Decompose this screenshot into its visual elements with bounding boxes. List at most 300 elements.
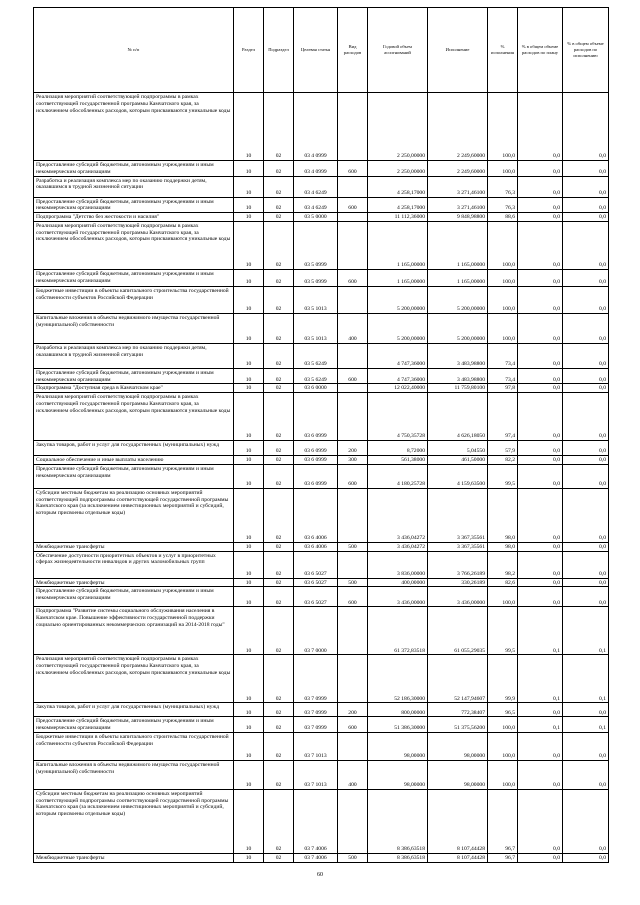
row-target-article: 03 6 5027 — [294, 551, 338, 578]
row-target-article: 03 5 6249 — [294, 368, 338, 384]
table-row — [34, 732, 609, 760]
row-execution-percent: 82,6 — [488, 578, 518, 587]
row-execution: 4 626,18050 — [428, 393, 488, 441]
row-razdel: 10 — [234, 717, 264, 733]
row-razdel: 10 — [234, 607, 264, 655]
row-expense-type: 500 — [338, 542, 368, 551]
row-annual-volume: 11 112,36000 — [368, 213, 428, 222]
row-percent-plan: 0,0 — [518, 760, 563, 789]
table-row — [34, 343, 609, 368]
row-target-article: 03 5 0999 — [294, 221, 338, 269]
row-percent-execution: 0,0 — [563, 269, 609, 286]
row-annual-volume: 51 386,30000 — [368, 717, 428, 733]
table-row — [34, 488, 609, 542]
row-podrazdel: 02 — [264, 542, 294, 551]
table-row — [34, 464, 609, 488]
row-target-article: 03 5 0000 — [294, 213, 338, 222]
table-row — [34, 286, 609, 313]
row-percent-plan: 0,0 — [518, 313, 563, 343]
row-percent-execution: 0,0 — [563, 368, 609, 384]
row-podrazdel: 02 — [264, 384, 294, 393]
row-target-article: 03 6 5027 — [294, 587, 338, 607]
table-row — [34, 176, 609, 197]
row-annual-volume: 98,00000 — [368, 760, 428, 789]
row-execution-percent: 100,0 — [488, 161, 518, 177]
row-target-article: 03 6 4006 — [294, 542, 338, 551]
row-target-article: 03 4 0999 — [294, 161, 338, 177]
row-razdel: 10 — [234, 578, 264, 587]
header-execution-percent: % исполнения — [488, 8, 518, 93]
table-body — [34, 93, 609, 863]
row-percent-plan: 0,0 — [518, 441, 563, 456]
row-execution-percent: 82,2 — [488, 456, 518, 465]
row-expense-type: 600 — [338, 197, 368, 213]
row-razdel: 10 — [234, 703, 264, 717]
row-annual-volume: 2 250,00000 — [368, 161, 428, 177]
row-percent-execution: 0,0 — [563, 732, 609, 760]
row-annual-volume: 1 165,00000 — [368, 221, 428, 269]
row-name: Реализация мероприятий соответствующей подпрограммы в рамках соответствующей государственной программы Камчатского края, за исключением обособленных расходов, которым присваиваются уникальные коды — [34, 221, 234, 269]
row-execution: 52 147,94607 — [428, 655, 488, 703]
row-razdel: 10 — [234, 853, 264, 862]
row-execution: 3 271,46100 — [428, 176, 488, 197]
row-execution: 1 165,00000 — [428, 269, 488, 286]
row-percent-plan: 0,0 — [518, 551, 563, 578]
table-row — [34, 93, 609, 161]
row-expense-type: 400 — [338, 313, 368, 343]
table-row — [34, 717, 609, 733]
row-expense-type — [338, 655, 368, 703]
row-percent-plan: 0,0 — [518, 732, 563, 760]
row-expense-type: 600 — [338, 269, 368, 286]
row-target-article: 03 7 4006 — [294, 789, 338, 853]
row-annual-volume: 3 836,00000 — [368, 551, 428, 578]
row-percent-execution: 0,0 — [563, 393, 609, 441]
row-name: Реализация мероприятий соответствующей подпрограммы в рамках соответствующей государственной программы Камчатского края, за исключением обособленных расходов, которым присваиваются уникальные коды — [34, 93, 234, 161]
row-name: Закупка товаров, работ и услуг для государственных (муниципальных) нужд — [34, 703, 234, 717]
row-execution: 98,00000 — [428, 732, 488, 760]
row-execution: 4 159,63500 — [428, 464, 488, 488]
row-name: Подпрограмма "Доступная среда в Камчатском крае" — [34, 384, 234, 393]
row-expense-type: 300 — [338, 456, 368, 465]
row-execution: 5,04550 — [428, 441, 488, 456]
table-header-row — [34, 8, 609, 93]
row-target-article: 03 7 0999 — [294, 703, 338, 717]
row-execution-percent: 99,5 — [488, 607, 518, 655]
row-podrazdel: 02 — [264, 587, 294, 607]
row-percent-execution: 0,0 — [563, 176, 609, 197]
row-name: Предоставление субсидий бюджетным, автономным учреждениям и иным некоммерческим организациям — [34, 587, 234, 607]
row-annual-volume: 5 200,00000 — [368, 286, 428, 313]
row-execution-percent: 98,2 — [488, 551, 518, 578]
row-percent-plan: 0,0 — [518, 161, 563, 177]
row-podrazdel: 02 — [264, 393, 294, 441]
row-percent-plan: 0,0 — [518, 464, 563, 488]
row-razdel: 10 — [234, 488, 264, 542]
table-row — [34, 607, 609, 655]
header-podrazdel: Подраздел — [264, 8, 294, 93]
row-execution-percent: 100,0 — [488, 313, 518, 343]
header-execution: Исполнение — [428, 8, 488, 93]
budget-table — [33, 7, 609, 863]
row-expense-type: 500 — [338, 853, 368, 862]
row-execution: 461,50000 — [428, 456, 488, 465]
row-percent-plan: 0,0 — [518, 542, 563, 551]
row-podrazdel: 02 — [264, 732, 294, 760]
row-execution-percent: 100,0 — [488, 286, 518, 313]
row-expense-type — [338, 488, 368, 542]
row-name: Предоставление субсидий бюджетным, автономным учреждениям и иным некоммерческим организациям — [34, 717, 234, 733]
row-name: Подпрограмма "Детство без жестокости и насилия" — [34, 213, 234, 222]
row-razdel: 10 — [234, 384, 264, 393]
row-annual-volume: 4 747,36000 — [368, 343, 428, 368]
row-target-article: 03 6 0999 — [294, 441, 338, 456]
row-expense-type — [338, 384, 368, 393]
row-target-article: 03 6 0999 — [294, 393, 338, 441]
row-expense-type — [338, 343, 368, 368]
table-row — [34, 269, 609, 286]
row-name: Капитальные вложения в объекты недвижимого имущества государственной (муниципальной) собственности — [34, 313, 234, 343]
row-name: Предоставление субсидий бюджетным, автономным учреждениям и иным некоммерческим организациям — [34, 464, 234, 488]
row-podrazdel: 02 — [264, 717, 294, 733]
row-execution-percent: 100,0 — [488, 717, 518, 733]
row-razdel: 10 — [234, 197, 264, 213]
row-razdel: 10 — [234, 441, 264, 456]
row-podrazdel: 02 — [264, 286, 294, 313]
header-name: № п/п — [34, 8, 234, 93]
row-execution: 3 436,00000 — [428, 587, 488, 607]
row-execution-percent: 96,5 — [488, 703, 518, 717]
row-podrazdel: 02 — [264, 161, 294, 177]
row-percent-plan: 0,0 — [518, 176, 563, 197]
row-annual-volume: 3 436,00000 — [368, 587, 428, 607]
row-annual-volume: 8,72000 — [368, 441, 428, 456]
row-execution: 3 483,98800 — [428, 368, 488, 384]
row-annual-volume: 3 436,04272 — [368, 488, 428, 542]
row-target-article: 03 5 1013 — [294, 313, 338, 343]
row-name: Межбюджетные трансферты — [34, 542, 234, 551]
table-row — [34, 313, 609, 343]
row-percent-execution: 0,0 — [563, 578, 609, 587]
row-expense-type: 400 — [338, 760, 368, 789]
row-target-article: 03 7 1013 — [294, 760, 338, 789]
row-execution-percent: 97,4 — [488, 393, 518, 441]
row-target-article: 03 7 0999 — [294, 655, 338, 703]
row-expense-type — [338, 607, 368, 655]
row-percent-plan: 0,0 — [518, 456, 563, 465]
row-execution-percent: 99,9 — [488, 655, 518, 703]
row-podrazdel: 02 — [264, 176, 294, 197]
row-execution: 3 483,98800 — [428, 343, 488, 368]
row-expense-type: 500 — [338, 578, 368, 587]
row-podrazdel: 02 — [264, 441, 294, 456]
row-name: Субсидии местным бюджетам на реализацию основных мероприятий соответствующей подпрограммы соответствующей государственной программы Камчатского края (за исключением инвестиционных мероприятий и субсидий, которым присвоены отдельные коды) — [34, 789, 234, 853]
row-execution: 3 766,26189 — [428, 551, 488, 578]
row-target-article: 03 4 0999 — [294, 93, 338, 161]
row-target-article: 03 7 0000 — [294, 607, 338, 655]
row-execution: 8 107,44428 — [428, 789, 488, 853]
row-podrazdel: 02 — [264, 197, 294, 213]
row-percent-execution: 0,0 — [563, 93, 609, 161]
row-name: Реализация мероприятий соответствующей подпрограммы в рамках соответствующей государственной программы Камчатского края, за исключением обособленных расходов, которым присваиваются уникальные коды — [34, 655, 234, 703]
row-razdel: 10 — [234, 313, 264, 343]
row-percent-plan: 0,0 — [518, 488, 563, 542]
row-execution-percent: 96,7 — [488, 789, 518, 853]
row-expense-type: 600 — [338, 368, 368, 384]
row-percent-execution: 0,0 — [563, 161, 609, 177]
row-podrazdel: 02 — [264, 343, 294, 368]
row-expense-type: 600 — [338, 717, 368, 733]
row-percent-execution: 0,1 — [563, 607, 609, 655]
table-row — [34, 655, 609, 703]
row-percent-execution: 0,0 — [563, 542, 609, 551]
row-percent-execution: 0,0 — [563, 488, 609, 542]
row-execution-percent: 100,0 — [488, 732, 518, 760]
row-execution: 98,00000 — [428, 760, 488, 789]
row-expense-type — [338, 393, 368, 441]
row-razdel: 10 — [234, 732, 264, 760]
row-expense-type: 600 — [338, 161, 368, 177]
row-name: Межбюджетные трансферты — [34, 853, 234, 862]
header-razdel: Раздел — [234, 8, 264, 93]
row-execution: 1 165,00000 — [428, 221, 488, 269]
row-razdel: 10 — [234, 587, 264, 607]
row-name: Бюджетные инвестиции в объекты капитального строительства государственной собственности субъектов Российской Федерации — [34, 732, 234, 760]
row-percent-plan: 0,0 — [518, 384, 563, 393]
row-percent-plan: 0,0 — [518, 197, 563, 213]
row-expense-type — [338, 213, 368, 222]
row-execution-percent: 88,6 — [488, 213, 518, 222]
row-razdel: 10 — [234, 176, 264, 197]
table-row — [34, 578, 609, 587]
row-name: Социальное обеспечение и иные выплаты населению — [34, 456, 234, 465]
row-name: Предоставление субсидий бюджетным, автономным учреждениям и иным некоммерческим организациям — [34, 368, 234, 384]
row-execution: 61 055,29035 — [428, 607, 488, 655]
row-annual-volume: 98,00000 — [368, 732, 428, 760]
row-execution-percent: 73,4 — [488, 343, 518, 368]
row-execution: 8 107,44428 — [428, 853, 488, 862]
row-percent-execution: 0,0 — [563, 313, 609, 343]
row-razdel: 10 — [234, 213, 264, 222]
row-expense-type — [338, 732, 368, 760]
row-execution-percent: 99,5 — [488, 464, 518, 488]
row-podrazdel: 02 — [264, 760, 294, 789]
row-percent-execution: 0,0 — [563, 456, 609, 465]
row-razdel: 10 — [234, 542, 264, 551]
row-name: Бюджетные инвестиции в объекты капитального строительства государственной собственности субъектов Российской Федерации — [34, 286, 234, 313]
row-razdel: 10 — [234, 343, 264, 368]
row-percent-plan: 0,0 — [518, 789, 563, 853]
row-execution: 3 271,46100 — [428, 197, 488, 213]
row-execution-percent: 97,8 — [488, 384, 518, 393]
row-execution-percent: 76,3 — [488, 176, 518, 197]
header-annual-volume: Годовой объем ассигнований — [368, 8, 428, 93]
row-percent-plan: 0,0 — [518, 853, 563, 862]
row-name: Капитальные вложения в объекты недвижимого имущества государственной (муниципальной) собственности — [34, 760, 234, 789]
row-razdel: 10 — [234, 221, 264, 269]
row-percent-execution: 0,0 — [563, 464, 609, 488]
table-row — [34, 587, 609, 607]
row-expense-type — [338, 789, 368, 853]
table-row — [34, 789, 609, 853]
table-row — [34, 853, 609, 862]
table-row — [34, 760, 609, 789]
row-percent-plan: 0,0 — [518, 578, 563, 587]
row-target-article: 03 5 1013 — [294, 286, 338, 313]
row-execution-percent: 73,4 — [488, 368, 518, 384]
row-razdel: 10 — [234, 161, 264, 177]
table-row — [34, 393, 609, 441]
row-percent-execution: 0,0 — [563, 213, 609, 222]
row-podrazdel: 02 — [264, 703, 294, 717]
row-target-article: 03 4 6249 — [294, 197, 338, 213]
row-podrazdel: 02 — [264, 655, 294, 703]
row-execution: 3 367,35561 — [428, 488, 488, 542]
row-execution-percent: 96,7 — [488, 853, 518, 862]
row-podrazdel: 02 — [264, 456, 294, 465]
page-number: 60 — [317, 872, 323, 878]
row-target-article: 03 4 6249 — [294, 176, 338, 197]
row-podrazdel: 02 — [264, 789, 294, 853]
row-execution-percent: 98,0 — [488, 542, 518, 551]
row-percent-execution: 0,0 — [563, 703, 609, 717]
row-razdel: 10 — [234, 393, 264, 441]
row-execution: 9 848,98800 — [428, 213, 488, 222]
row-percent-plan: 0,0 — [518, 213, 563, 222]
row-annual-volume: 5 200,00000 — [368, 313, 428, 343]
row-target-article: 03 6 5027 — [294, 578, 338, 587]
row-podrazdel: 02 — [264, 578, 294, 587]
table-row — [34, 221, 609, 269]
header-target-article: Целевая статья — [294, 8, 338, 93]
row-execution: 330,26189 — [428, 578, 488, 587]
row-annual-volume: 4 180,25728 — [368, 464, 428, 488]
row-target-article: 03 6 4006 — [294, 488, 338, 542]
row-podrazdel: 02 — [264, 488, 294, 542]
row-target-article: 03 6 0000 — [294, 384, 338, 393]
header-expense-type: Вид расходов — [338, 8, 368, 93]
row-name: Предоставление субсидий бюджетным, автономным учреждениям и иным некоммерческим организациям — [34, 161, 234, 177]
row-razdel: 10 — [234, 286, 264, 313]
row-percent-execution: 0,0 — [563, 587, 609, 607]
row-execution-percent: 57,9 — [488, 441, 518, 456]
row-execution-percent: 100,0 — [488, 221, 518, 269]
row-target-article: 03 7 0999 — [294, 717, 338, 733]
row-expense-type — [338, 93, 368, 161]
row-name: Предоставление субсидий бюджетным, автономным учреждениям и иным некоммерческим организациям — [34, 269, 234, 286]
row-execution-percent: 100,0 — [488, 760, 518, 789]
row-name: Закупка товаров, работ и услуг для государственных (муниципальных) нужд — [34, 441, 234, 456]
row-percent-execution: 0,0 — [563, 197, 609, 213]
row-target-article: 03 5 6249 — [294, 343, 338, 368]
row-annual-volume: 8 386,63518 — [368, 789, 428, 853]
table-row — [34, 551, 609, 578]
row-percent-plan: 0,0 — [518, 368, 563, 384]
header-percent-plan: % в общем объеме расходов по плану — [518, 8, 563, 93]
row-percent-execution: 0,0 — [563, 286, 609, 313]
row-podrazdel: 02 — [264, 853, 294, 862]
row-razdel: 10 — [234, 760, 264, 789]
table-row — [34, 197, 609, 213]
table-row — [34, 542, 609, 551]
row-annual-volume: 3 436,04272 — [368, 542, 428, 551]
row-percent-plan: 0,0 — [518, 221, 563, 269]
row-razdel: 10 — [234, 789, 264, 853]
row-razdel: 10 — [234, 93, 264, 161]
row-percent-execution: 0,0 — [563, 343, 609, 368]
row-execution: 5 200,00000 — [428, 313, 488, 343]
header-percent-execution: % в общем объеме расходов по исполнению — [563, 8, 609, 93]
row-podrazdel: 02 — [264, 464, 294, 488]
row-target-article: 03 7 4006 — [294, 853, 338, 862]
row-execution-percent: 100,0 — [488, 269, 518, 286]
row-percent-execution: 0,0 — [563, 551, 609, 578]
row-name: Разработка и реализация комплекса мер по оказанию поддержки детям, оказавшимся в трудной жизненной ситуации — [34, 176, 234, 197]
row-percent-plan: 0,0 — [518, 286, 563, 313]
row-podrazdel: 02 — [264, 269, 294, 286]
row-execution-percent: 100,0 — [488, 587, 518, 607]
row-percent-plan: 0,0 — [518, 93, 563, 161]
row-name: Межбюджетные трансферты — [34, 578, 234, 587]
row-podrazdel: 02 — [264, 368, 294, 384]
row-name: Реализация мероприятий соответствующей подпрограммы в рамках соответствующей государственной программы Камчатского края, за исключением обособленных расходов, которым присваиваются уникальные коды — [34, 393, 234, 441]
table-row — [34, 441, 609, 456]
row-podrazdel: 02 — [264, 221, 294, 269]
table-row — [34, 384, 609, 393]
row-annual-volume: 61 372,83518 — [368, 607, 428, 655]
row-expense-type: 200 — [338, 441, 368, 456]
row-execution: 3 367,35561 — [428, 542, 488, 551]
row-podrazdel: 02 — [264, 313, 294, 343]
row-target-article: 03 6 0999 — [294, 456, 338, 465]
table-row — [34, 456, 609, 465]
row-percent-plan: 0,1 — [518, 607, 563, 655]
row-annual-volume: 561,38000 — [368, 456, 428, 465]
row-execution-percent: 98,0 — [488, 488, 518, 542]
row-name: Субсидии местным бюджетам на реализацию основных мероприятий соответствующей подпрограммы соответствующей государственной программы Камчатского края (за исключением инвестиционных мероприятий и субсидий, которым присвоены отдельные коды) — [34, 488, 234, 542]
row-name: Обеспечение доступности приоритетных объектов и услуг в приоритетных сферах жизнедеятельности инвалидов и других маломобильных групп — [34, 551, 234, 578]
row-expense-type — [338, 551, 368, 578]
budget-document — [33, 7, 608, 863]
row-annual-volume: 400,00000 — [368, 578, 428, 587]
row-target-article: 03 7 1013 — [294, 732, 338, 760]
row-execution: 11 759,80100 — [428, 384, 488, 393]
row-razdel: 10 — [234, 464, 264, 488]
row-expense-type: 600 — [338, 587, 368, 607]
row-percent-plan: 0,1 — [518, 717, 563, 733]
row-razdel: 10 — [234, 655, 264, 703]
row-annual-volume: 800,00000 — [368, 703, 428, 717]
table-row — [34, 703, 609, 717]
row-execution: 2 249,60000 — [428, 161, 488, 177]
row-expense-type — [338, 286, 368, 313]
row-annual-volume: 4 750,35728 — [368, 393, 428, 441]
row-name: Подпрограмма "Развитие системы социального обслуживания населения в Камчатском крае. Повышение эффективности государственной поддержки социально ориентированных некоммерческих организаций на 2014-2018 годы" — [34, 607, 234, 655]
row-percent-execution: 0,0 — [563, 760, 609, 789]
row-percent-plan: 0,1 — [518, 655, 563, 703]
row-razdel: 10 — [234, 456, 264, 465]
row-percent-execution: 0,0 — [563, 853, 609, 862]
row-razdel: 10 — [234, 368, 264, 384]
row-execution-percent: 100,0 — [488, 93, 518, 161]
row-name: Предоставление субсидий бюджетным, автономным учреждениям и иным некоммерческим организациям — [34, 197, 234, 213]
row-razdel: 10 — [234, 551, 264, 578]
row-execution: 2 249,60000 — [428, 93, 488, 161]
row-execution: 51 375,56200 — [428, 717, 488, 733]
row-target-article: 03 5 0999 — [294, 269, 338, 286]
row-percent-execution: 0,1 — [563, 717, 609, 733]
row-expense-type — [338, 221, 368, 269]
